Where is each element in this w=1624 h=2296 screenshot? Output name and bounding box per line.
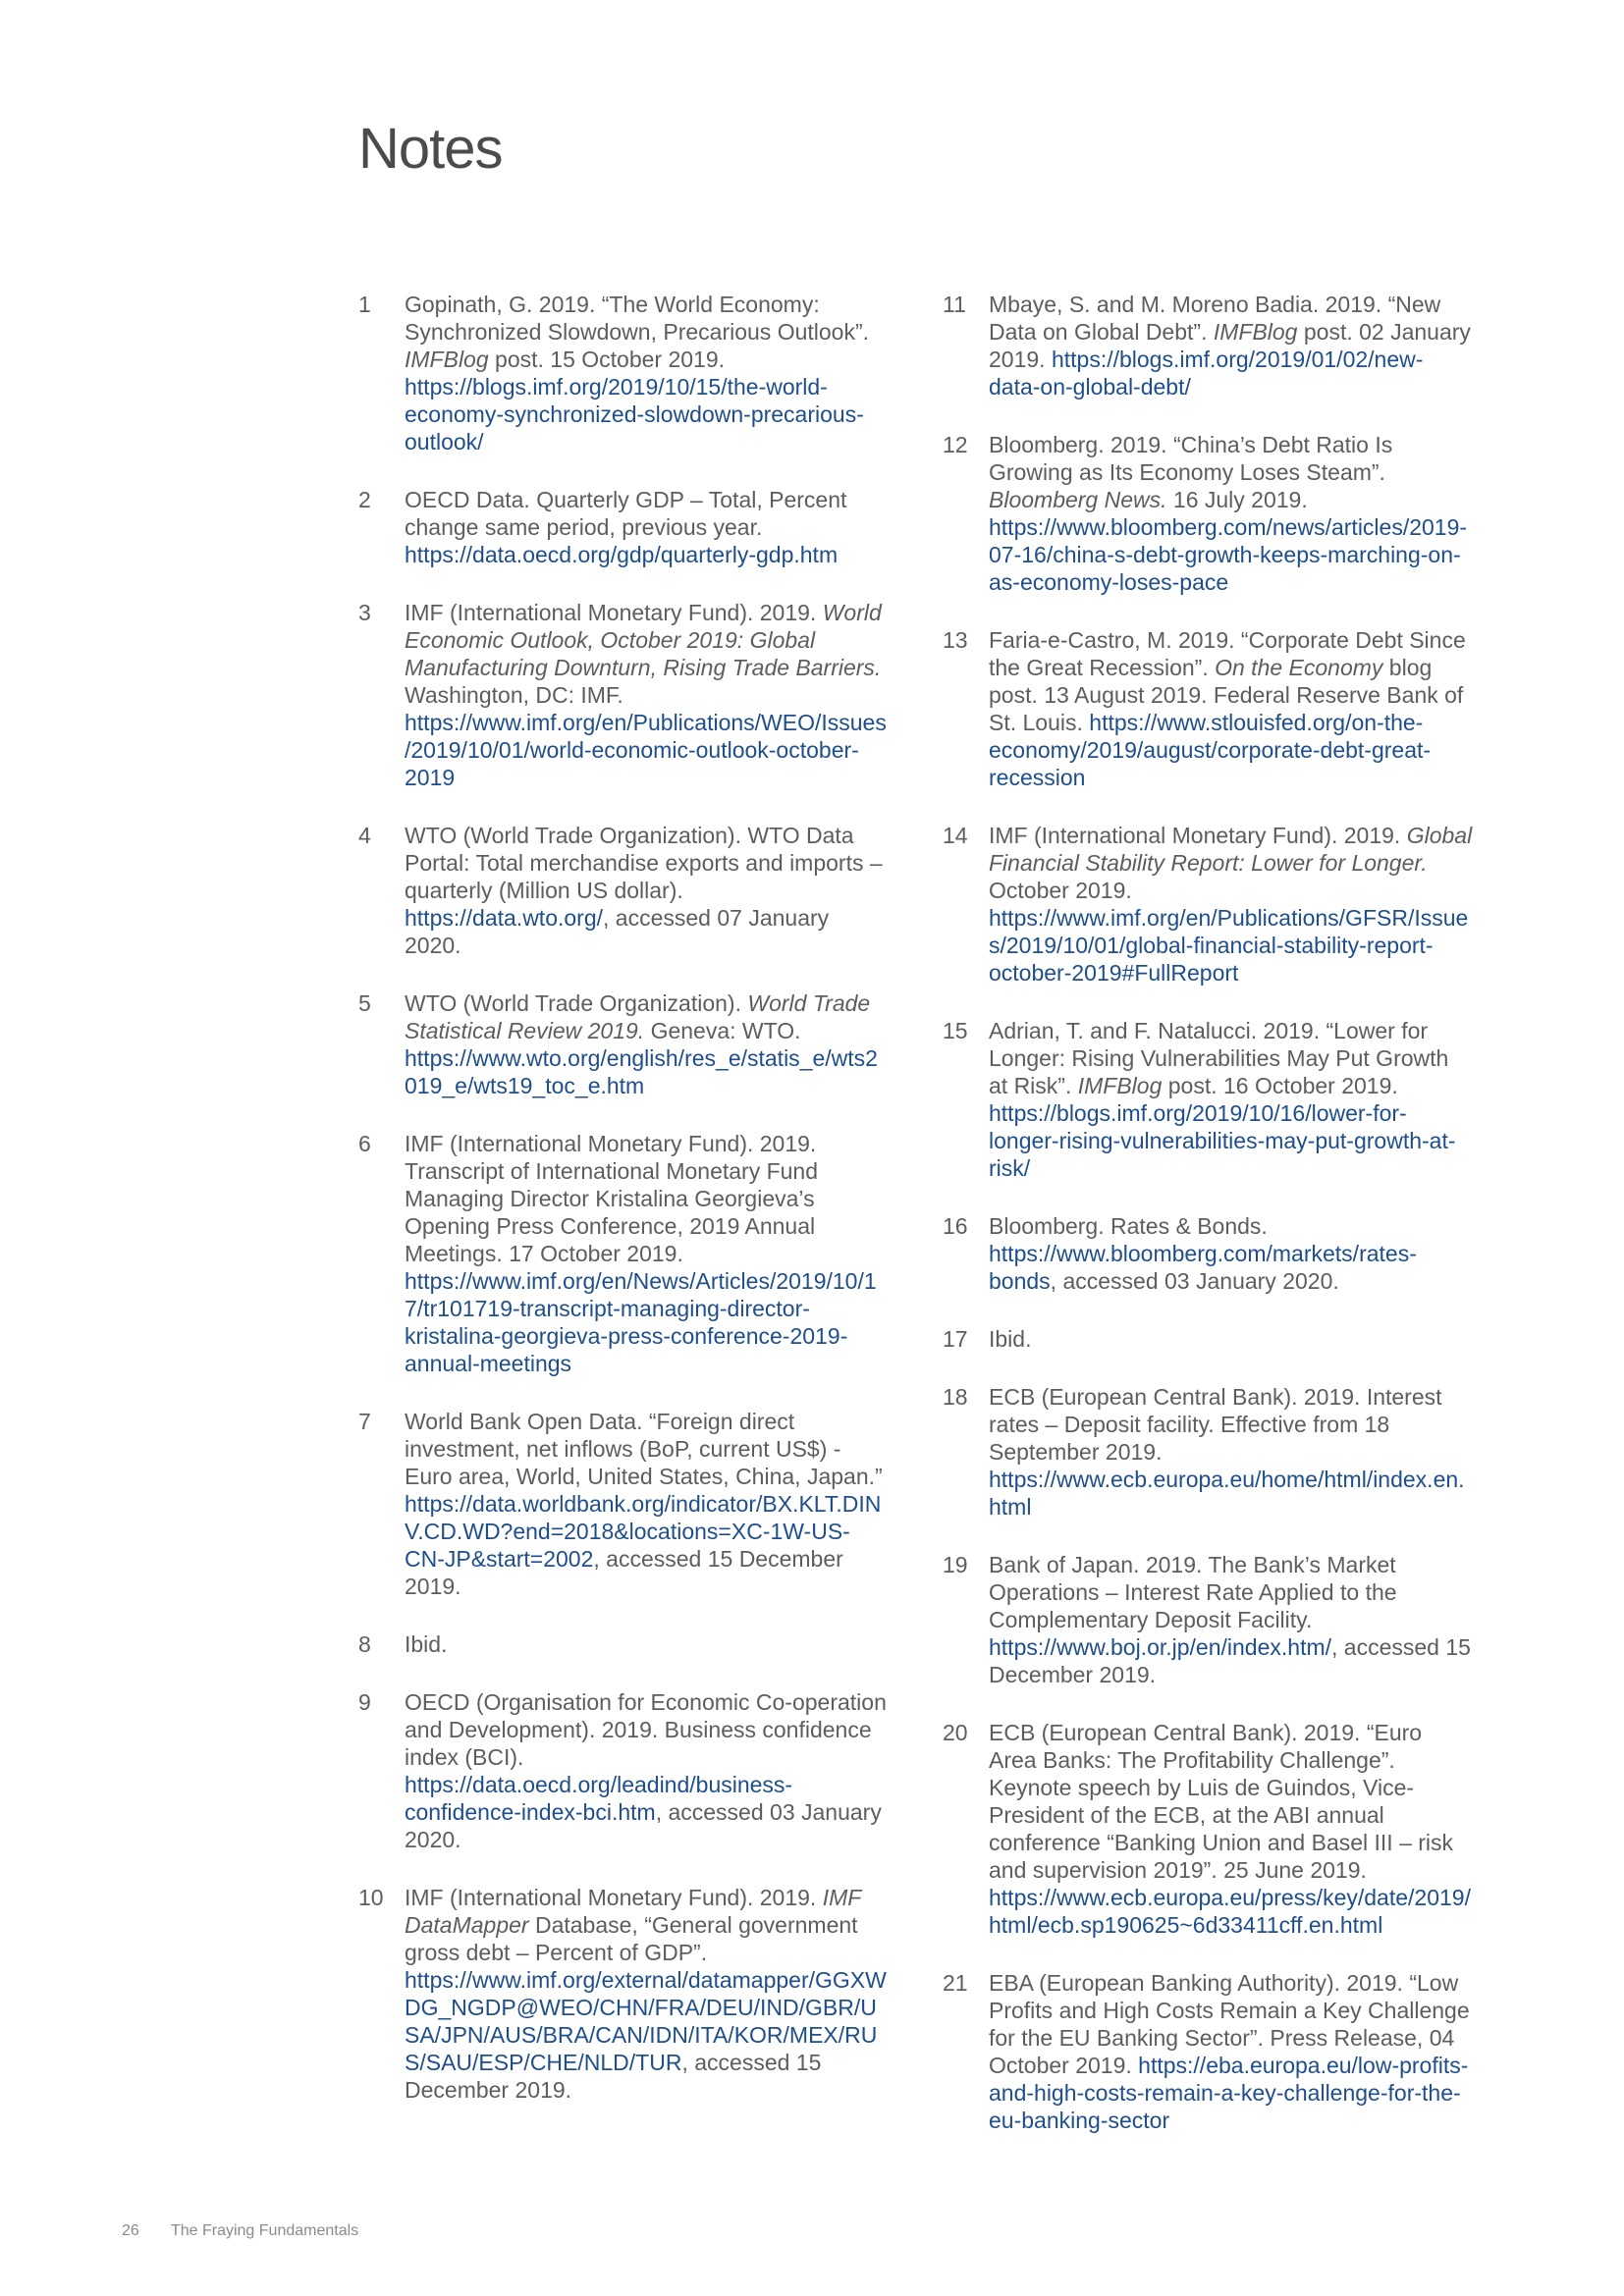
- note-italic-text: World Trade Statistical Review 2019.: [405, 990, 871, 1043]
- note-item: [943, 291, 1473, 400]
- note-item: [358, 1130, 889, 1377]
- note-text-segment: blog post. 13 August 2019. Federal Reserve Bank of St. Louis.: [989, 655, 1464, 735]
- note-item: [943, 1383, 1473, 1521]
- reference-link[interactable]: https://data.oecd.org/gdp/quarterly-gdp.htm: [405, 542, 839, 567]
- note-text-segment: IMF (International Monetary Fund). 2019.: [989, 823, 1407, 848]
- note-text: [405, 1130, 889, 1377]
- note-text-segment: OECD Data. Quarterly GDP – Total, Percent change same period, previous year.: [405, 487, 847, 540]
- note-text: [989, 1969, 1473, 2134]
- note-text: [405, 599, 889, 791]
- note-number: 19: [943, 1552, 968, 1577]
- reference-link[interactable]: https://www.ecb.europa.eu/home/html/index.en.html: [989, 1467, 1465, 1520]
- note-text-segment: Bloomberg. 2019. “China’s Debt Ratio Is Growing as Its Economy Loses Steam”.: [989, 432, 1393, 485]
- note-item: [358, 822, 889, 959]
- note-number: 6: [358, 1131, 371, 1156]
- note-text-segment: Bank of Japan. 2019. The Bank’s Market Operations – Interest Rate Applied to the Complementary Deposit Facility.: [989, 1552, 1397, 1632]
- note-number: 14: [943, 823, 968, 848]
- note-item: [943, 431, 1473, 596]
- note-item: [943, 1325, 1473, 1353]
- note-text-segment: October 2019.: [989, 878, 1132, 903]
- note-text-segment: , accessed 07 January 2020.: [405, 905, 830, 958]
- note-number: 10: [358, 1885, 384, 1910]
- reference-link[interactable]: https://www.stlouisfed.org/on-the-economy/2019/august/corporate-debt-great-recession: [989, 710, 1432, 790]
- reference-link[interactable]: https://blogs.imf.org/2019/01/02/new-data-on-global-debt/: [989, 347, 1424, 400]
- note-text: [989, 431, 1473, 596]
- note-item: [943, 1017, 1473, 1182]
- page-title: Notes: [358, 117, 503, 181]
- reference-link[interactable]: https://www.imf.org/en/Publications/WEO/Issues/2019/10/01/world-economic-outlook-october-2019: [405, 710, 887, 790]
- reference-link[interactable]: https://www.bloomberg.com/news/articles/2019-07-16/china-s-debt-growth-keeps-marching-on-as-economy-loses-pace: [989, 514, 1468, 595]
- note-number: 11: [943, 292, 966, 317]
- note-text-segment: Mbaye, S. and M. Moreno Badia. 2019. “New Data on Global Debt”.: [989, 292, 1441, 345]
- note-text: [989, 1017, 1473, 1182]
- note-text: [405, 1630, 889, 1658]
- note-text-segment: post. 16 October 2019.: [1162, 1073, 1398, 1098]
- note-text: [989, 1551, 1473, 1688]
- note-number: 16: [943, 1213, 968, 1239]
- reference-link[interactable]: https://www.imf.org/en/Publications/GFSR/Issues/2019/10/01/global-financial-stability-report-october-2019#FullReport: [989, 905, 1469, 986]
- reference-link[interactable]: https://data.worldbank.org/indicator/BX.KLT.DINV.CD.WD?end=2018&locations=XC-1W-US-CN-JP&start=2002: [405, 1491, 882, 1572]
- note-italic-text: Bloomberg News.: [989, 487, 1167, 512]
- note-item: [358, 1884, 889, 2104]
- note-text-segment: WTO (World Trade Organization). WTO Data Portal: Total merchandise exports and imports – quarterly (Million US dollar).: [405, 823, 883, 903]
- note-italic-text: IMF DataMapper: [405, 1885, 861, 1938]
- note-number: 9: [358, 1689, 371, 1715]
- note-text-segment: Geneva: WTO.: [644, 1018, 801, 1043]
- note-text: [989, 291, 1473, 400]
- note-italic-text: World Economic Outlook, October 2019: Global Manufacturing Downturn, Rising Trade Barriers.: [405, 600, 882, 680]
- note-italic-text: Global Financial Stability Report: Lower for Longer.: [989, 823, 1473, 876]
- note-text-segment: Adrian, T. and F. Natalucci. 2019. “Lower for Longer: Rising Vulnerabilities May Put Growth at Risk”.: [989, 1018, 1449, 1098]
- note-item: [943, 1551, 1473, 1688]
- note-item: [358, 1688, 889, 1853]
- note-number: 21: [943, 1970, 968, 1996]
- note-item: [943, 822, 1473, 987]
- note-number: 20: [943, 1720, 968, 1745]
- note-text-segment: , accessed 15 December 2019.: [405, 2050, 822, 2103]
- note-text-segment: IMF (International Monetary Fund). 2019.: [405, 600, 823, 625]
- note-number: 17: [943, 1326, 968, 1352]
- note-number: 5: [358, 990, 371, 1016]
- note-item: [943, 1212, 1473, 1295]
- note-text: [405, 1688, 889, 1853]
- note-number: 13: [943, 627, 968, 653]
- note-number: 4: [358, 823, 371, 848]
- note-text-segment: , accessed 03 January 2020.: [1050, 1268, 1339, 1294]
- reference-link[interactable]: https://eba.europa.eu/low-profits-and-high-costs-remain-a-key-challenge-for-the-eu-banking-sector: [989, 2053, 1469, 2133]
- note-text-segment: Faria-e-Castro, M. 2019. “Corporate Debt Since the Great Recession”.: [989, 627, 1466, 680]
- note-text-segment: post. 02 January 2019.: [989, 319, 1471, 372]
- reference-link[interactable]: https://www.imf.org/external/datamapper/GGXWDG_NGDP@WEO/CHN/FRA/DEU/IND/GBR/USA/JPN/AUS/BRA/CAN/IDN/ITA/KOR/MEX/RUS/SAU/ESP/CHE/NLD/TUR: [405, 1967, 887, 2075]
- note-text: [405, 1408, 889, 1600]
- note-text: [989, 1212, 1473, 1295]
- note-text: [405, 989, 889, 1099]
- note-number: 18: [943, 1384, 968, 1410]
- note-text-segment: IMF (International Monetary Fund). 2019. Transcript of International Monetary Fund Managing Director Kristalina Georgieva’s Opening Press Conference, 2019 Annual Meetings. 17 October 2019.: [405, 1131, 819, 1266]
- note-text-segment: 16 July 2019.: [1166, 487, 1308, 512]
- note-text: [989, 1719, 1473, 1939]
- note-number: 1: [358, 292, 371, 317]
- reference-link[interactable]: https://www.wto.org/english/res_e/statis_e/wts2019_e/wts19_toc_e.htm: [405, 1045, 878, 1098]
- publication-title: The Fraying Fundamentals: [170, 2222, 359, 2239]
- note-text: [405, 1884, 889, 2104]
- note-text: [405, 822, 889, 959]
- note-item: [943, 1969, 1473, 2134]
- note-text: [989, 822, 1473, 987]
- note-text: [405, 486, 889, 568]
- note-text-segment: , accessed 15 December 2019.: [405, 1546, 843, 1599]
- note-text-segment: Ibid.: [989, 1326, 1032, 1352]
- reference-link[interactable]: https://www.ecb.europa.eu/press/key/date/2019/html/ecb.sp190625~6d33411cff.en.html: [989, 1885, 1471, 1938]
- reference-link[interactable]: https://data.wto.org/: [405, 905, 604, 931]
- note-text-segment: IMF (International Monetary Fund). 2019.: [405, 1885, 823, 1910]
- note-number: 15: [943, 1018, 968, 1043]
- note-item: [358, 486, 889, 568]
- note-item: [358, 989, 889, 1099]
- note-text: [405, 291, 889, 455]
- notes-column-right: [943, 291, 1473, 2164]
- note-item: [358, 1630, 889, 1658]
- reference-link[interactable]: https://data.oecd.org/leadind/business-confidence-index-bci.htm: [405, 1772, 793, 1825]
- note-text-segment: ECB (European Central Bank). 2019. “Euro Area Banks: The Profitability Challenge”. Keynote speech by Luis de Guindos, Vice-President of the ECB, at the ABI annual conference “Banking Union and Basel III – risk and supervision 2019”. 25 June 2019.: [989, 1720, 1454, 1883]
- note-text: [989, 626, 1473, 791]
- note-text-segment: post. 15 October 2019.: [488, 347, 726, 372]
- note-italic-text: IMFBlog: [1213, 319, 1298, 345]
- note-text-segment: OECD (Organisation for Economic Co-operation and Development). 2019. Business confidence index (BCI).: [405, 1689, 887, 1770]
- note-item: [943, 626, 1473, 791]
- note-italic-text: IMFBlog: [405, 347, 489, 372]
- note-text-segment: Washington, DC: IMF.: [405, 682, 623, 708]
- note-number: 3: [358, 600, 371, 625]
- reference-link[interactable]: https://www.bloomberg.com/markets/rates-bonds: [989, 1241, 1417, 1294]
- note-text: [989, 1383, 1473, 1521]
- note-number: 2: [358, 487, 371, 512]
- reference-link[interactable]: https://www.boj.or.jp/en/index.htm/: [989, 1634, 1332, 1660]
- note-text-segment: World Bank Open Data. “Foreign direct investment, net inflows (BoP, current US$) - Euro area, World, United States, China, Japan.”: [405, 1409, 883, 1489]
- note-number: 12: [943, 432, 968, 457]
- page-footer: [122, 2222, 358, 2240]
- note-italic-text: On the Economy: [1215, 655, 1383, 680]
- note-item: [358, 291, 889, 455]
- note-item: [358, 599, 889, 791]
- note-text-segment: Database, “General government gross debt – Percent of GDP”.: [405, 1912, 858, 1965]
- note-italic-text: IMFBlog: [1077, 1073, 1163, 1098]
- note-number: 7: [358, 1409, 371, 1434]
- note-text-segment: EBA (European Banking Authority). 2019. “Low Profits and High Costs Remain a Key Challenge for the EU Banking Sector”. Press Release, 04 October 2019.: [989, 1970, 1470, 2078]
- reference-link[interactable]: https://blogs.imf.org/2019/10/16/lower-for-longer-rising-vulnerabilities-may-put-growth-at-risk/: [989, 1100, 1456, 1181]
- note-text-segment: Ibid.: [405, 1631, 448, 1657]
- note-text-segment: Bloomberg. Rates & Bonds.: [989, 1213, 1268, 1239]
- note-text-segment: WTO (World Trade Organization).: [405, 990, 748, 1016]
- note-text-segment: , accessed 03 January 2020.: [405, 1799, 882, 1852]
- note-item: [358, 1408, 889, 1600]
- note-text-segment: ECB (European Central Bank). 2019. Interest rates – Deposit facility. Effective from 18 September 2019.: [989, 1384, 1442, 1465]
- note-number: 8: [358, 1631, 371, 1657]
- note-text-segment: Gopinath, G. 2019. “The World Economy: Synchronized Slowdown, Precarious Outlook”.: [405, 292, 870, 345]
- note-text-segment: , accessed 15 December 2019.: [989, 1634, 1471, 1687]
- reference-link[interactable]: https://blogs.imf.org/2019/10/15/the-world-economy-synchronized-slowdown-precarious-outlook/: [405, 374, 864, 454]
- note-item: [943, 1719, 1473, 1939]
- note-text: [989, 1325, 1473, 1353]
- notes-column-left: [358, 291, 889, 2134]
- page-number: 26: [122, 2222, 139, 2239]
- reference-link[interactable]: https://www.imf.org/en/News/Articles/2019/10/17/tr101719-transcript-managing-director-kristalina-georgieva-press-conference-2019-annual-meetings: [405, 1268, 877, 1376]
